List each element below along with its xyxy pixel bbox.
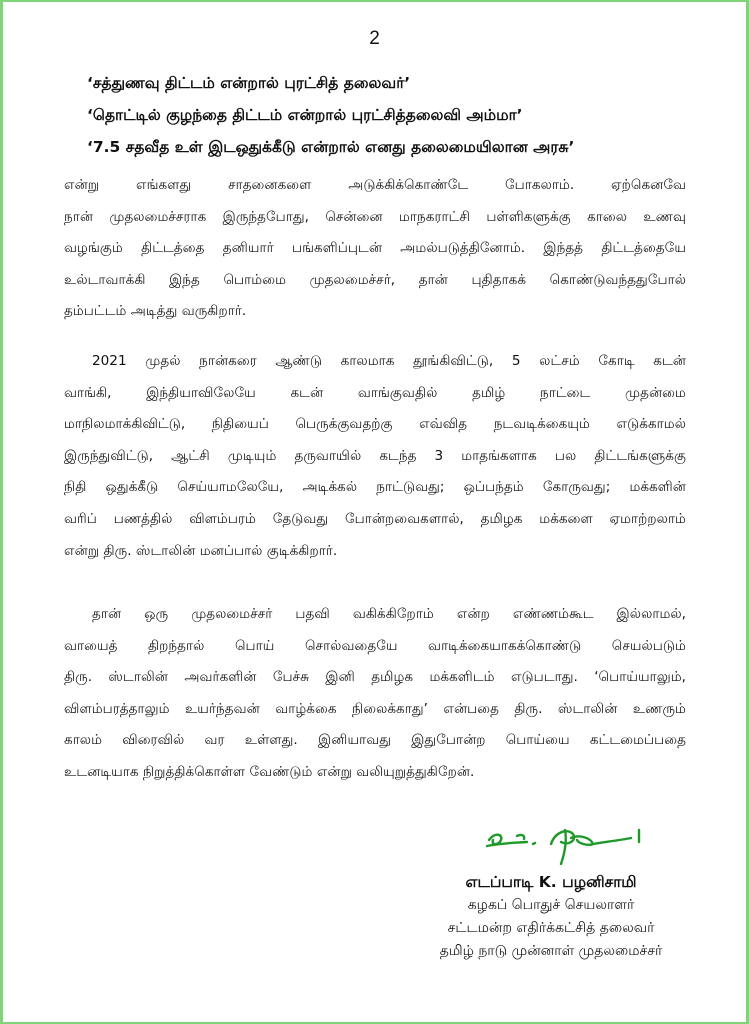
signatory-title: சட்டமன்ற எதிர்க்கட்சித் தலைவர்: [447, 920, 655, 936]
paragraph-line: மாநிலமாக்கிவிட்டு, நிதியைப் பெருக்குவதற்கு எவ்வித நடவடிக்கையும் எடுக்காமல்: [64, 416, 686, 433]
paragraph-line: இருந்துவிட்டு, ஆட்சி முடியும் தருவாயில் கடந்த 3 மாதங்களாக பல திட்டங்களுக்கு: [64, 447, 686, 464]
quote-line: ‘தொட்டில் குழந்தை திட்டம் என்றால் புரட்சித்தலைவி அம்மா’: [87, 106, 523, 124]
paragraph-1: [64, 170, 686, 328]
paragraph-line: என்று திரு. ஸ்டாலின் மனப்பால் குடிக்கிறார்.: [64, 542, 338, 559]
signatory-title: கழகப் பொதுச் செயலாளர்: [467, 897, 635, 913]
quote-line: ‘சத்துணவு திட்டம் என்றால் புரட்சித் தலைவர்’: [87, 74, 411, 92]
signatory-name: எடப்பாடி K. பழனிசாமி: [465, 873, 637, 891]
paragraph-line: என்று எங்களது சாதனைகளை அடுக்கிக்கொண்டே போகலாம். ஏற்கெனவே: [64, 177, 686, 193]
paragraph-line: உடனடியாக நிறுத்திக்கொள்ள வேண்டும் என்று வலியுறுத்துகிறேன்.: [64, 763, 475, 780]
quote-line: ‘7.5 சதவீத உள் இடஒதுக்கீடு என்றால் எனது தலைமையிலான அரசு’: [87, 138, 575, 156]
paragraph-line: நிதி ஒதுக்கீடு செய்யாமலேயே, அடிக்கல் நாட்டுவது; ஒப்பந்தம் கோருவது; மக்களின்: [64, 479, 686, 496]
handwritten-signature: [481, 824, 651, 874]
paragraph-line: வழங்கும் திட்டத்தை தனியார் பங்களிப்புடன் அமல்படுத்தினோம். இந்தத் திட்டத்தையே: [64, 240, 686, 257]
page-number: 2: [369, 28, 380, 49]
paragraph-line: வரிப் பணத்தில் விளம்பரம் தேடுவது போன்றவைகளால், தமிழக மக்களை ஏமாற்றலாம்: [64, 510, 686, 527]
paragraph-line: 2021 முதல் நான்கரை ஆண்டு காலமாக தூங்கிவிட்டு, 5 லட்சம் கோடி கடன்: [92, 353, 686, 369]
paragraph-2: [64, 346, 686, 567]
paragraph-line: நான் முதலமைச்சராக இருந்தபோது, சென்னை மாநகராட்சி பள்ளிகளுக்கு காலை உணவு: [64, 208, 686, 225]
paragraph-line: வாங்கி, இந்தியாவிலேயே கடன் வாங்குவதில் தமிழ் நாட்டை முதன்மை: [64, 384, 686, 401]
paragraph-line: உல்டாவாக்கி இந்த பொம்மை முதலமைச்சர், தான் புதிதாகக் கொண்டுவந்ததுபோல்: [64, 271, 686, 288]
paragraph-line: விளம்பரத்தாலும் உயர்ந்தவன் வாழ்க்கை நிலைக்காது’ என்பதை திரு. ஸ்டாலின் உணரும்: [64, 700, 686, 717]
paragraph-line: தான் ஒரு முதலமைச்சர் பதவி வகிக்கிறோம் என்ற எண்ணம்கூட இல்லாமல்,: [92, 606, 686, 622]
paragraph-line: வாயைத் திறந்தால் பொய் சொல்வதையே வாடிக்கையாகக்கொண்டு செயல்படும்: [64, 637, 686, 654]
paragraph-line: திரு. ஸ்டாலின் அவர்களின் பேச்சு இனி தமிழக மக்களிடம் எடுபடாது. ‘பொய்யாலும்,: [64, 669, 686, 686]
paragraph-line: காலம் விரைவில் வர உள்ளது. இனியாவது இதுபோன்ற பொய்யை கட்டமைப்பதை: [64, 732, 686, 749]
paragraph-line: தம்பட்டம் அடித்து வருகிறார்.: [64, 303, 247, 320]
paragraph-3: [64, 599, 686, 789]
signatory-title: தமிழ் நாடு முன்னாள் முதலமைச்சர்: [439, 943, 663, 959]
signature-block: [421, 870, 681, 963]
